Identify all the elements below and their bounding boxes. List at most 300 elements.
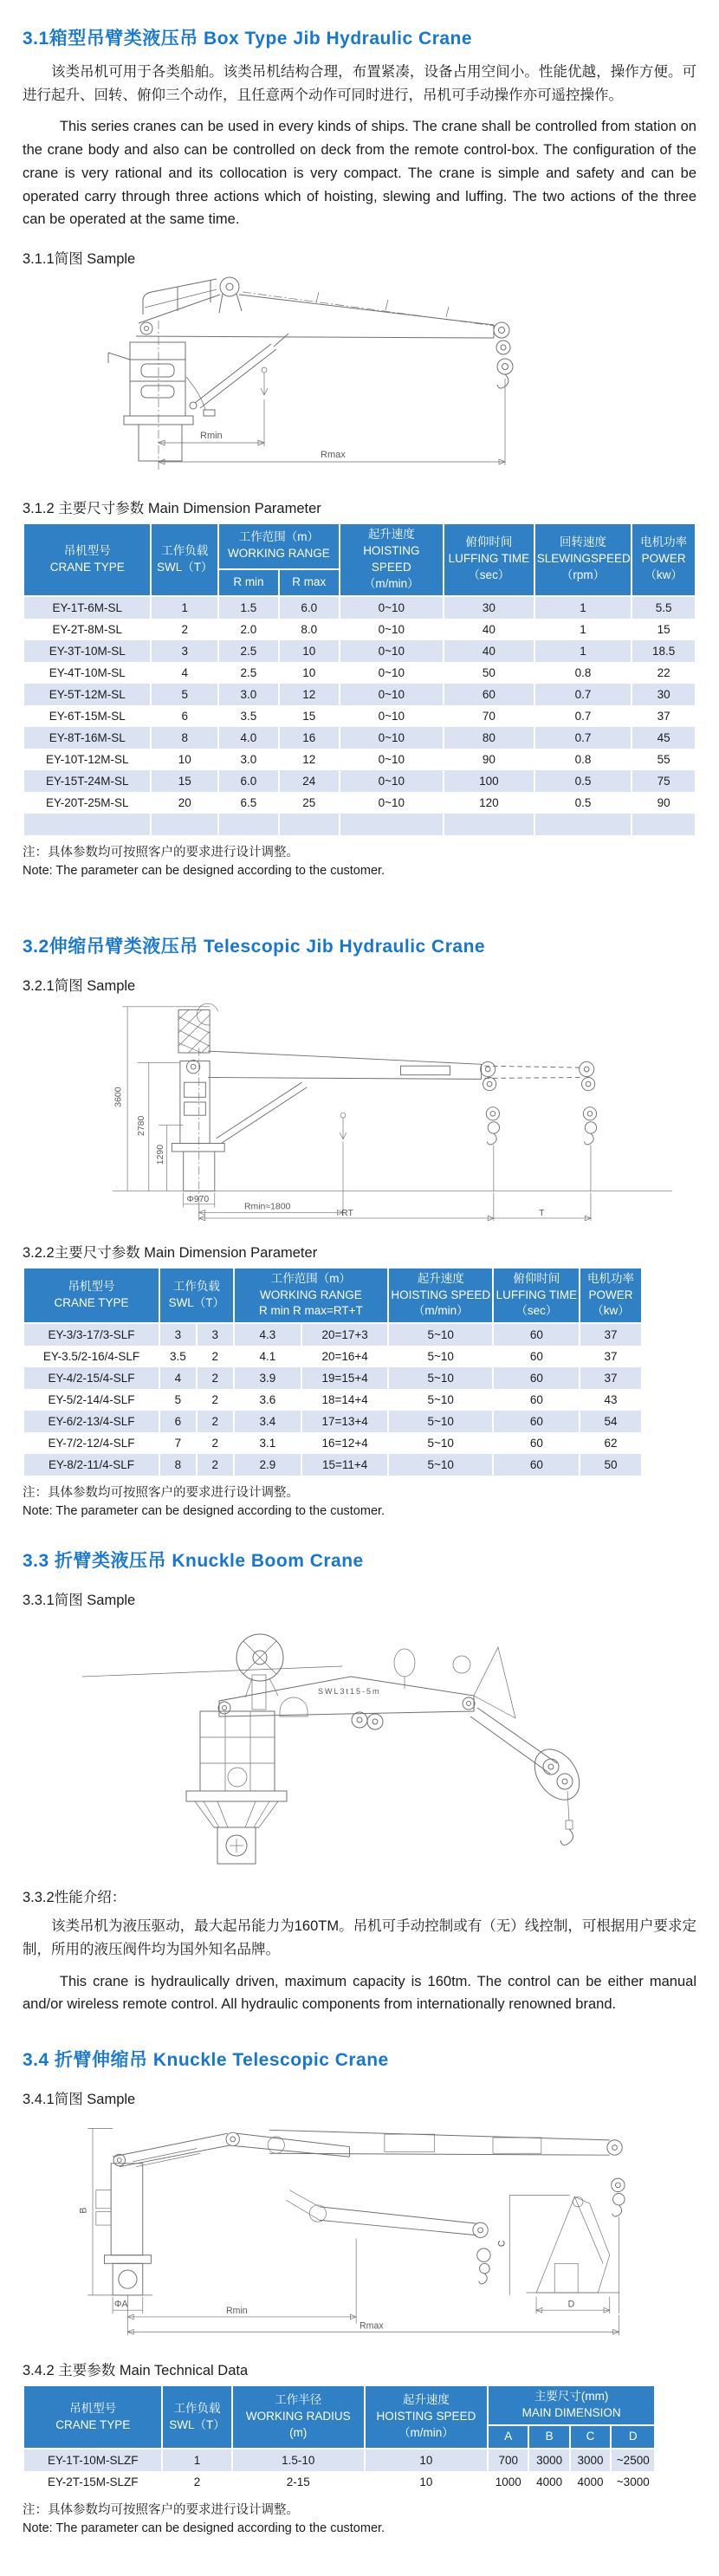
table-cell: 60 (493, 1346, 580, 1367)
table-cell: 4.1 (234, 1346, 302, 1367)
section-3-4-2-heading: 3.4.2 主要参数 Main Technical Data (23, 2363, 249, 2379)
col-header-luffing-time (444, 523, 534, 596)
table-cell: 15 (151, 770, 218, 792)
table-body (23, 2449, 655, 2493)
header-line: 电机功率 (587, 1271, 635, 1285)
table-cell: 16=12+4 (301, 1432, 388, 1454)
section-3-3-paragraph-cn: 该类吊机为液压驱动，最大起吊能力为160TM。吊机可手动控制或有（无）线控制，可根据用户要求定制，所用的液压阀件均为国外知名品牌。 (23, 1918, 696, 1958)
table-cell: 4000 (570, 2471, 611, 2493)
table-cell: 4.3 (234, 1323, 302, 1346)
table-cell: 0~10 (340, 619, 444, 640)
table-cell: 0~10 (340, 727, 444, 749)
table-cell: 0.5 (534, 792, 632, 814)
dimension-label: RT (341, 1208, 353, 1218)
table-cell: 3.1 (234, 1432, 302, 1454)
table-cell: 3000 (528, 2449, 569, 2471)
table-cell: 1.5 (218, 596, 279, 619)
table-cell: 2 (162, 2471, 231, 2493)
table-cell: 1.5-10 (232, 2449, 365, 2471)
header-line: CRANE TYPE (55, 2417, 131, 2431)
header-line: 起升速度 (402, 2393, 450, 2407)
table-cell: 3.6 (234, 1389, 302, 1411)
table-cell: 2 (197, 1346, 234, 1367)
note-cn: 注：具体参数均可按照客户的要求进行设计调整。 (23, 845, 299, 860)
table-cell: 54 (580, 1411, 641, 1432)
note-cn: 注：具体参数均可按照客户的要求进行设计调整。 (23, 2502, 299, 2517)
table-row (23, 684, 696, 705)
table-cell: 2 (151, 619, 218, 640)
section-3-1-heading: 3.1箱型吊臂类液压吊 Box Type Jib Hydraulic Crane (23, 29, 473, 49)
col-header-swl (159, 1268, 234, 1324)
table-cell: 2.0 (218, 619, 279, 640)
table-cell: 80 (444, 727, 534, 749)
header-line: LUFFING TIME (448, 552, 530, 566)
section-3-3-2-heading: 3.3.2性能介绍： (23, 1890, 126, 1906)
header-line: LUFFING TIME (496, 1288, 578, 1301)
table-cell: EY-6/2-13/4-SLF (23, 1411, 159, 1432)
table-cell: 5.5 (632, 596, 696, 619)
table-cell: 62 (580, 1432, 641, 1454)
table-cell: 2 (197, 1432, 234, 1454)
header-line: 起升速度 (417, 1271, 464, 1285)
table-row (23, 662, 696, 684)
header-line: 吊机型号 (68, 1280, 115, 1294)
crane-outline (82, 1634, 588, 1864)
header-line: 工作负载 (173, 2401, 221, 2415)
section-3-3-1-sample-heading: 3.3.1简图 Sample (23, 1593, 136, 1609)
col-header-slewing-speed (534, 523, 632, 596)
table-cell: 2.9 (234, 1454, 302, 1476)
col-header-r-max: R max (279, 569, 340, 596)
table-header (23, 1268, 642, 1324)
table-cell: EY-5T-12M-SL (23, 684, 151, 705)
table-cell: 75 (632, 770, 696, 792)
dimension-label: Rmax (360, 2320, 384, 2332)
table-cell (218, 814, 279, 835)
table-cell: 0.5 (534, 770, 632, 792)
table-row (23, 1432, 642, 1454)
note-en: Note: The parameter can be designed according to the customer. (23, 2521, 385, 2535)
table-cell: EY-2T-8M-SL (23, 619, 151, 640)
table-row (23, 792, 696, 814)
col-header-swl (162, 2385, 231, 2449)
header-line: 回转速度 (559, 535, 606, 549)
table-body (23, 1323, 642, 1476)
table-cell: 10 (151, 749, 218, 770)
table-cell: 60 (493, 1323, 580, 1346)
col-header-power (632, 523, 696, 596)
dimension-lines (114, 1006, 591, 1220)
table-cell: 5~10 (388, 1346, 493, 1367)
table-cell: 700 (488, 2449, 528, 2471)
col-header-luffing-time (493, 1268, 580, 1324)
header-line: POWER (641, 552, 686, 566)
table-row (23, 705, 696, 727)
table-cell: 45 (632, 727, 696, 749)
col-header-dim-d: D (611, 2425, 655, 2449)
table-cell: 20=16+4 (301, 1346, 388, 1367)
knuckle-telescopic-crane-diagram-wrap (23, 2113, 696, 2343)
section-3-1-2-heading: 3.1.2 主要尺寸参数 Main Dimension Parameter (23, 501, 321, 517)
header-line: SWL（T） (156, 560, 213, 574)
crane-outline (113, 1003, 672, 1197)
table-cell: 15 (279, 705, 340, 727)
col-header-hoisting-speed (340, 523, 444, 596)
table-cell: EY-3T-10M-SL (23, 640, 151, 662)
col-header-working-radius (232, 2385, 365, 2449)
header-line: HOISTING SPEED (376, 2410, 476, 2424)
header-line: 电机功率 (640, 535, 688, 549)
table-row (23, 727, 696, 749)
telescopic-jib-parameter-table (23, 1267, 643, 1476)
header-line: （m/min） (363, 576, 419, 590)
header-line: （rpm） (560, 568, 606, 582)
table-cell: 18=14+4 (301, 1389, 388, 1411)
table-row (23, 596, 696, 619)
table-cell: 3 (159, 1323, 197, 1346)
table-cell (23, 814, 151, 835)
section-3-1-1-sample-heading: 3.1.1简图 Sample (23, 251, 136, 268)
table-cell: 0~10 (340, 684, 444, 705)
header-line: （sec） (515, 1304, 558, 1318)
col-header-hoisting-speed (388, 1268, 493, 1324)
table-cell (534, 814, 632, 835)
table-cell: EY-2T-15M-SLZF (23, 2471, 162, 2493)
table-cell: 3.0 (218, 749, 279, 770)
table-cell: 60 (493, 1389, 580, 1411)
header-line: HOISTING SPEED (363, 543, 420, 574)
table-row (23, 2471, 655, 2493)
header-line: SLEWINGSPEED (536, 552, 631, 566)
header-line: SWL（T） (169, 2417, 225, 2431)
table-cell: 5~10 (388, 1323, 493, 1346)
table-cell (632, 814, 696, 835)
table-cell: 5 (159, 1389, 197, 1411)
table-cell: 3.0 (218, 684, 279, 705)
table-cell: 6 (159, 1411, 197, 1432)
table-cell: 10 (365, 2471, 488, 2493)
table-cell: 1 (151, 596, 218, 619)
col-header-crane-type (23, 2385, 162, 2449)
table-row (23, 2449, 655, 2471)
table-cell: 3.5 (218, 705, 279, 727)
dimension-label: Φ970 (186, 1194, 210, 1204)
table-cell: 20 (151, 792, 218, 814)
knuckle-telescopic-crane-diagram (26, 2113, 693, 2339)
header-line: 工作范围（m） (270, 1271, 351, 1285)
table-cell: 60 (444, 684, 534, 705)
table-cell (279, 814, 340, 835)
header-line: SWL（T） (168, 1295, 225, 1309)
col-header-power (580, 1268, 641, 1324)
table-cell: EY-7/2-12/4-SLF (23, 1432, 159, 1454)
table-cell: 60 (493, 1454, 580, 1476)
table-row (23, 640, 696, 662)
table-cell: 19=15+4 (301, 1367, 388, 1389)
box-jib-parameter-table (23, 522, 696, 835)
table-cell: 3 (151, 640, 218, 662)
table-cell: 30 (632, 684, 696, 705)
table-cell: 3000 (570, 2449, 611, 2471)
table-cell: 3.4 (234, 1411, 302, 1432)
table-cell: 2.5 (218, 640, 279, 662)
col-header-r-min: R min (218, 569, 279, 596)
header-line: 吊机型号 (63, 543, 111, 557)
col-header-working-range (218, 523, 340, 569)
table-cell: 10 (279, 640, 340, 662)
section-3-3-heading: 3.3 折臂类液压吊 Knuckle Boom Crane (23, 1551, 364, 1572)
section-3-2-2-heading: 3.2.2主要尺寸参数 Main Dimension Parameter (23, 1244, 318, 1261)
table-cell: 1 (534, 596, 632, 619)
dimension-label: Rmin≈1800 (244, 1202, 291, 1212)
table-cell (151, 814, 218, 835)
table-row (23, 1454, 642, 1476)
table-cell: 50 (444, 662, 534, 684)
table-cell: 25 (279, 792, 340, 814)
table-row (23, 770, 696, 792)
table-cell: 0.8 (534, 662, 632, 684)
table-cell: 90 (444, 749, 534, 770)
table-cell: 5~10 (388, 1389, 493, 1411)
table-cell: 24 (279, 770, 340, 792)
table-cell: EY-4T-10M-SL (23, 662, 151, 684)
section-3-4-heading: 3.4 折臂伸缩吊 Knuckle Telescopic Crane (23, 2050, 389, 2071)
col-header-dim-c: C (570, 2425, 611, 2449)
table-cell: EY-8T-16M-SL (23, 727, 151, 749)
table-cell: EY-8/2-11/4-SLF (23, 1454, 159, 1476)
table-cell: 1 (534, 640, 632, 662)
table-cell: 43 (580, 1389, 641, 1411)
table-cell: ~3000 (611, 2471, 655, 2493)
box-jib-crane-diagram (56, 273, 663, 477)
header-line: （m/min） (398, 2425, 454, 2439)
table-cell: 1 (162, 2449, 231, 2471)
knuckle-boom-crane-diagram (82, 1614, 637, 1865)
table-cell: 0~10 (340, 770, 444, 792)
header-line: MAIN DIMENSION (521, 2406, 621, 2420)
table-cell: 0.7 (534, 727, 632, 749)
table-cell: 4 (159, 1367, 197, 1389)
table-row (23, 1389, 642, 1411)
table-cell: 20=17+3 (301, 1323, 388, 1346)
header-line: CRANE TYPE (49, 560, 125, 574)
table-cell: 5~10 (388, 1411, 493, 1432)
section-3-2-heading: 3.2伸缩吊臂类液压吊 Telescopic Jib Hydraulic Crane (23, 936, 486, 957)
table-cell: 2.5 (218, 662, 279, 684)
header-line: R min R max=RT+T (258, 1304, 363, 1318)
table-cell: 0.7 (534, 684, 632, 705)
section-3-1-paragraph-cn: 该类吊机可用于各类船舶。该类吊机结构合理，布置紧凑，设备占用空间小。性能优越，操作方便。可进行起升、回转、俯仰三个动作，且任意两个动作可同时进行，吊机可手动操作亦可遥控操作。 (23, 64, 696, 103)
section-3-1-paragraph-en: This series cranes can be used in every kinds of ships. The crane shall be controlled from station on the crane body and also can be controlled on deck from the remote control-box. The configuration of the crane is very rational and its collocation is very compact. The crane is simple and safety and can be operated carry through three actions which of hoisting, slewing and luffing. The two actions of the three can be operated at the same time. (23, 119, 696, 228)
col-header-crane-type (23, 1268, 159, 1324)
table-cell: 5~10 (388, 1367, 493, 1389)
dimension-label: 3600 (113, 1087, 124, 1107)
header-line: （m/min） (412, 1304, 469, 1318)
dimension-label: Rmax (321, 450, 346, 461)
table-cell: 5 (151, 684, 218, 705)
table-header (23, 523, 696, 596)
table-cell: 15 (632, 619, 696, 640)
crane-outline (108, 277, 513, 470)
table-cell: 7 (159, 1432, 197, 1454)
header-line: （kw） (645, 568, 683, 582)
table-cell: 0.8 (534, 749, 632, 770)
section-3-3-paragraph-en: This crane is hydraulically driven, maximum capacity is 160tm. The control can be either manual and/or wireless remote control. All hydraulic components from internationally renowned brand. (23, 1973, 696, 2013)
table-row (23, 1367, 642, 1389)
table-row (23, 1323, 642, 1346)
header-line: 工作负载 (172, 1280, 220, 1294)
table-cell: 40 (444, 619, 534, 640)
dimension-label: T (539, 1208, 545, 1218)
table-cell: 0~10 (340, 749, 444, 770)
table-cell: 6.5 (218, 792, 279, 814)
note-en: Note: The parameter can be designed according to the customer. (23, 863, 385, 878)
note-3-2 (23, 1484, 696, 1521)
table-cell: EY-1T-10M-SLZF (23, 2449, 162, 2471)
table-cell: 3.9 (234, 1367, 302, 1389)
table-cell: 8 (151, 727, 218, 749)
table-cell: 0~10 (340, 596, 444, 619)
box-jib-crane-diagram-wrap (23, 273, 696, 481)
table-cell: EY-6T-15M-SL (23, 705, 151, 727)
header-line: WORKING RADIUS (245, 2410, 351, 2424)
col-header-hoisting-speed (365, 2385, 488, 2449)
header-line: 起升速度 (367, 528, 415, 542)
header-line: 俯仰时间 (513, 1271, 560, 1285)
table-cell: 2 (197, 1411, 234, 1432)
table-cell: 2-15 (232, 2471, 365, 2493)
header-line: 主要尺寸(mm) (534, 2390, 609, 2404)
header-line: （kw） (592, 1304, 630, 1318)
header-line: CRANE TYPE (54, 1295, 129, 1309)
table-row (23, 619, 696, 640)
table-cell: ~2500 (611, 2449, 655, 2471)
note-en: Note: The parameter can be designed according to the customer. (23, 1504, 385, 1519)
table-cell: EY-3/3-17/3-SLF (23, 1323, 159, 1346)
section-3-2-1-sample-heading: 3.2.1简图 Sample (23, 977, 136, 994)
table-cell (444, 814, 534, 835)
table-cell: 4.0 (218, 727, 279, 749)
table-cell: 18.5 (632, 640, 696, 662)
dimension-label: 1290 (155, 1144, 165, 1165)
table-cell: 90 (632, 792, 696, 814)
col-header-swl (151, 523, 218, 596)
col-header-main-dimension (488, 2385, 655, 2425)
table-cell: 3.5 (159, 1346, 197, 1367)
table-cell: 10 (279, 662, 340, 684)
table-row (23, 814, 696, 835)
dimension-label: Rmin (226, 2306, 248, 2317)
dimension-label: ΦA (114, 2299, 128, 2310)
table-cell: 6 (151, 705, 218, 727)
table-cell: 0~10 (340, 640, 444, 662)
note-3-4 (23, 2501, 696, 2538)
table-cell: EY-1T-6M-SL (23, 596, 151, 619)
dimension-label: C (496, 2240, 508, 2248)
table-cell: 0~10 (340, 705, 444, 727)
table-body (23, 596, 696, 835)
table-cell: 60 (493, 1367, 580, 1389)
table-cell: 2 (197, 1367, 234, 1389)
table-cell: 10 (365, 2449, 488, 2471)
dimension-lines (159, 379, 505, 465)
dimension-label: 2780 (137, 1115, 147, 1136)
table-cell: 16 (279, 727, 340, 749)
header-line: WORKING RANGE (259, 1288, 362, 1301)
table-cell: 5~10 (388, 1454, 493, 1476)
table-cell: 120 (444, 792, 534, 814)
table-cell: 22 (632, 662, 696, 684)
table-cell: 2 (197, 1389, 234, 1411)
table-cell: 55 (632, 749, 696, 770)
telescopic-jib-crane-diagram (30, 1000, 689, 1221)
table-cell: EY-15T-24M-SL (23, 770, 151, 792)
header-line: 工作半径 (275, 2393, 322, 2407)
header-line: 吊机型号 (69, 2401, 117, 2415)
table-cell: 50 (580, 1454, 641, 1476)
table-cell: 100 (444, 770, 534, 792)
table-cell: EY-20T-25M-SL (23, 792, 151, 814)
table-cell: 15=11+4 (301, 1454, 388, 1476)
header-line: HOISTING SPEED (391, 1288, 491, 1301)
table-cell: 37 (632, 705, 696, 727)
knuckle-boom-crane-diagram-wrap (23, 1614, 696, 1870)
header-line: 俯仰时间 (465, 535, 513, 549)
boom-swl-label: SWL3t15-5m (318, 1687, 381, 1697)
dimension-label: Rmin (200, 431, 223, 442)
table-cell: 4 (151, 662, 218, 684)
crane-outline (96, 2131, 625, 2317)
col-header-crane-type (23, 523, 151, 596)
table-cell: 5~10 (388, 1432, 493, 1454)
table-cell: 0~10 (340, 792, 444, 814)
table-cell: 8.0 (279, 619, 340, 640)
table-cell: 1 (534, 619, 632, 640)
table-cell: 8 (159, 1454, 197, 1476)
col-header-dim-a: A (488, 2425, 528, 2449)
table-row (23, 1411, 642, 1432)
dimension-label: B (78, 2207, 89, 2214)
table-cell: 12 (279, 684, 340, 705)
table-cell: 37 (580, 1323, 641, 1346)
table-cell: 70 (444, 705, 534, 727)
header-line: （sec） (468, 568, 510, 582)
table-cell: 2 (197, 1454, 234, 1476)
table-cell: EY-4/2-15/4-SLF (23, 1367, 159, 1389)
table-cell: 37 (580, 1346, 641, 1367)
table-cell: 6.0 (218, 770, 279, 792)
table-header (23, 2385, 655, 2449)
table-row (23, 1346, 642, 1367)
table-row (23, 749, 696, 770)
header-line: POWER (588, 1288, 633, 1301)
table-cell: 0.7 (534, 705, 632, 727)
table-cell: EY-3.5/2-16/4-SLF (23, 1346, 159, 1367)
knuckle-telescopic-parameter-table (23, 2385, 656, 2493)
table-cell: 40 (444, 640, 534, 662)
header-line: WORKING RANGE (227, 547, 330, 561)
table-cell: 3 (197, 1323, 234, 1346)
dimension-label: D (567, 2299, 575, 2310)
note-cn: 注：具体参数均可按照客户的要求进行设计调整。 (23, 1486, 299, 1501)
table-cell: 0~10 (340, 662, 444, 684)
table-cell (340, 814, 444, 835)
table-cell: 60 (493, 1411, 580, 1432)
header-line: 工作负载 (161, 543, 209, 557)
table-cell: 1000 (488, 2471, 528, 2493)
table-cell: 17=13+4 (301, 1411, 388, 1432)
col-header-dim-b: B (528, 2425, 569, 2449)
